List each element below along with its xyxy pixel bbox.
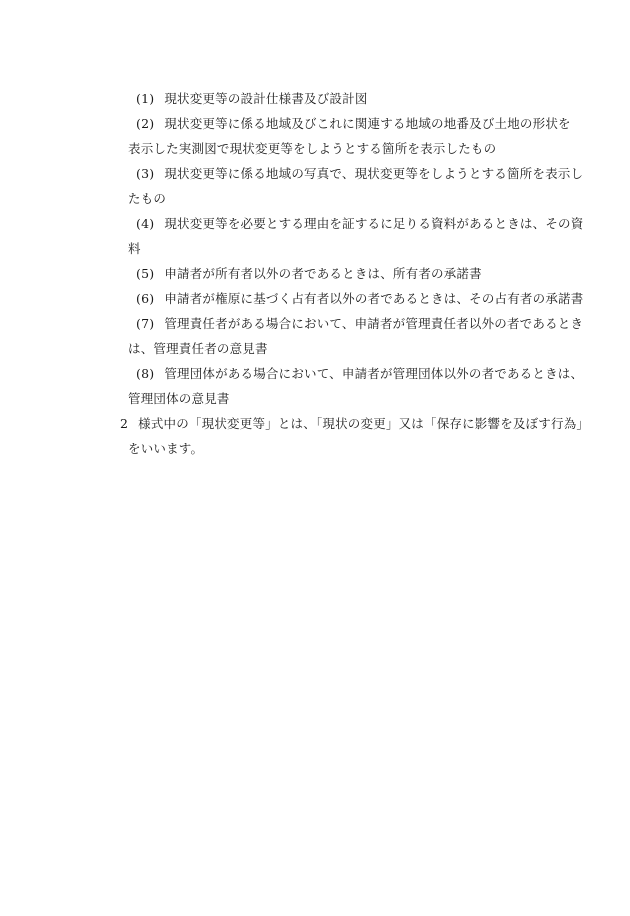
list-item-4-continuation: 料 [128, 241, 141, 256]
item-text: 現状変更等に係る地域の写真で、現状変更等をしようとする箇所を表示し [164, 166, 584, 181]
item-text: 申請者が権原に基づく占有者以外の者であるときは、その占有者の承諾書 [164, 291, 584, 306]
list-item-8-continuation: 管理団体の意見書 [128, 391, 230, 406]
note-continuation: をいいます。 [128, 441, 204, 456]
item-text: 現状変更等の設計仕様書及び設計図 [164, 91, 368, 106]
item-number: (3) [136, 166, 155, 181]
item-number: (5) [136, 266, 155, 281]
list-item-2 [136, 116, 571, 132]
list-item-3 [136, 166, 583, 182]
list-item-7-continuation: は、管理責任者の意見書 [128, 341, 268, 356]
item-number: (2) [136, 116, 155, 131]
item-text: 申請者が所有者以外の者であるときは、所有者の承諾書 [164, 266, 482, 281]
list-item-7 [136, 316, 583, 332]
list-item-1 [136, 91, 368, 107]
note-paragraph [120, 416, 589, 432]
note-number: 2 [120, 416, 129, 431]
item-text: 現状変更等に係る地域及びこれに関連する地域の地番及び土地の形状を [164, 116, 571, 131]
list-item-8 [136, 366, 583, 382]
item-number: (4) [136, 216, 155, 231]
item-text: 現状変更等を必要とする理由を証するに足りる資料があるときは、その資 [164, 216, 584, 231]
list-item-2-continuation: 表示した実測図で現状変更等をしようとする箇所を表示したもの [128, 141, 497, 156]
item-text: 管理団体がある場合において、申請者が管理団体以外の者であるときは、 [164, 366, 584, 381]
item-number: (6) [136, 291, 155, 306]
item-number: (1) [136, 91, 155, 106]
note-text: 様式中の「現状変更等」とは、「現状の変更」又は「保存に影響を及ぼす行為」 [138, 416, 590, 431]
item-number: (8) [136, 366, 155, 381]
list-item-4 [136, 216, 583, 232]
list-item-6 [136, 291, 583, 307]
list-item-3-continuation: たもの [128, 191, 167, 206]
list-item-5 [136, 266, 482, 282]
item-text: 管理責任者がある場合において、申請者が管理責任者以外の者であるとき [164, 316, 584, 331]
item-number: (7) [136, 316, 155, 331]
